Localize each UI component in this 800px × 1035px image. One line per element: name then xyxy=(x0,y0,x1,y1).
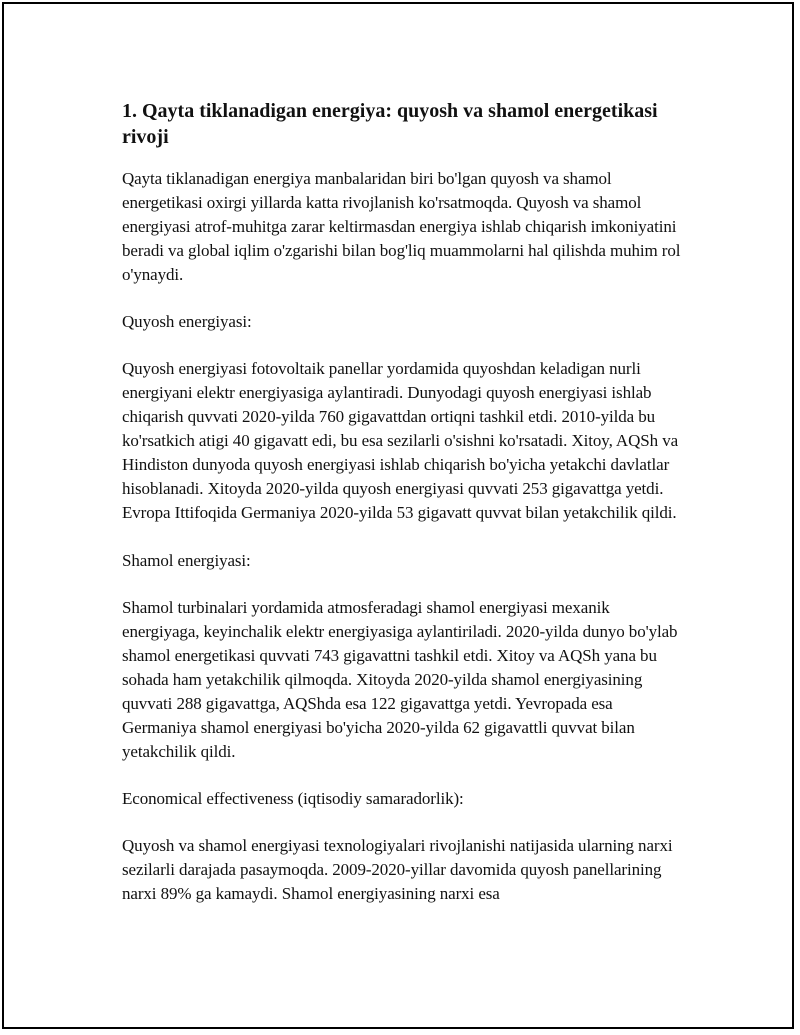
document-body xyxy=(122,98,690,906)
economics-subheading: Economical effectiveness (iqtisodiy samaradorlik): xyxy=(122,789,464,808)
page-frame xyxy=(2,2,794,1029)
economics-paragraph: Quyosh va shamol energiyasi texnologiyalari rivojlanishi natijasida ularning narxi sezilarli darajada pasaymoqda. 2009-2020-yillar davomida quyosh panellarining narxi 89% ga kamaydi. Shamol energiyasining narxi esa xyxy=(122,836,673,903)
wind-subheading: Shamol energiyasi: xyxy=(122,551,251,570)
section-heading: 1. Qayta tiklanadigan energiya: quyosh va shamol energetikasi rivoji xyxy=(122,100,658,148)
intro-paragraph: Qayta tiklanadigan energiya manbalaridan biri bo'lgan quyosh va shamol energetikasi oxirgi yillarda katta rivojlanish ko'rsatmoqda. Quyosh va shamol energiyasi atrof-muhitga zarar keltirmasdan energiya ishlab chiqarish imkoniyatini beradi va global iqlim o'zgarishi bilan bog'liq muammolarni hal qilishda muhim rol o'ynaydi. xyxy=(122,169,681,284)
wind-paragraph: Shamol turbinalari yordamida atmosferadagi shamol energiyasi mexanik energiyaga, keyinchalik elektr energiyasiga aylantiriladi. 2020-yilda dunyo bo'ylab shamol energetikasi quvvati 743 gigavattni tashkil etdi. Xitoy va AQSh yana bu sohada ham yetakchilik qilmoqda. Xitoyda 2020-yilda shamol energiyasining quvvati 288 gigavattga, AQShda esa 122 gigavattga yetdi. Yevropada esa Germaniya shamol energiyasi bo'yicha 2020-yilda 62 gigavattli quvvat bilan yetakchilik qildi. xyxy=(122,598,678,761)
solar-paragraph: Quyosh energiyasi fotovoltaik panellar yordamida quyoshdan keladigan nurli energiyani elektr energiyasiga aylantiradi. Dunyodagi quyosh energiyasi ishlab chiqarish quvvati 2020-yilda 760 gigavattdan ortiqni tashkil etdi. 2010-yilda bu ko'rsatkich atigi 40 gigavatt edi, bu esa sezilarli o'sishni ko'rsatadi. Xitoy, AQSh va Hindiston dunyoda quyosh energiyasi ishlab chiqarish bo'yicha yetakchi davlatlar hisoblanadi. Xitoyda 2020-yilda quyosh energiyasi quvvati 253 gigavattga yetdi. Evropa Ittifoqida Germaniya 2020-yilda 53 gigavatt quvvat bilan yetakchilik qildi. xyxy=(122,359,679,522)
solar-subheading: Quyosh energiyasi: xyxy=(122,312,252,331)
